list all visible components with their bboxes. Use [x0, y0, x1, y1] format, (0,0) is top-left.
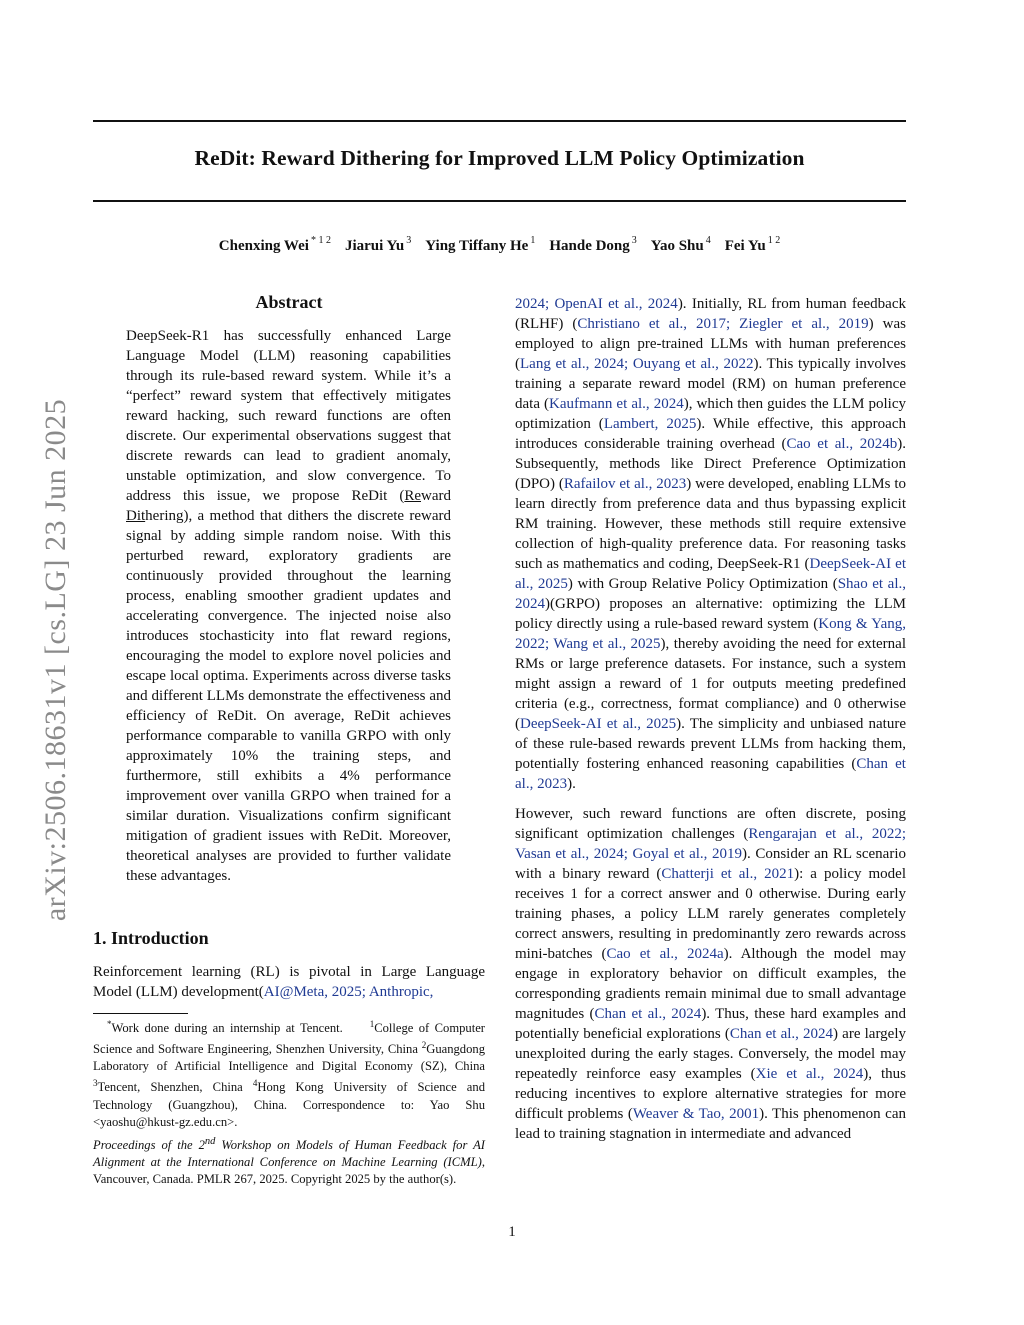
footnote-mark: 1	[369, 1019, 375, 1029]
body-text: ) are largely unexploited during the early stages. Conversely, the model may repeatedly reinforce easy examples (	[515, 1026, 906, 1082]
citation-link[interactable]: Kong & Yang, 2022; Wang et al., 2025	[515, 616, 906, 652]
body-text: ), which then guides the LLM policy optimization (	[515, 396, 906, 432]
paper-title: ReDit: Reward Dithering for Improved LLM Policy Optimization	[194, 146, 805, 170]
body-text: ).	[567, 776, 576, 792]
author-affiliation: 1	[530, 235, 536, 246]
author	[651, 236, 711, 255]
affiliation-footnote	[93, 1016, 485, 1131]
body-text: ). This phenomenon can lead to training stagnation in intermediate and advanced	[515, 1106, 906, 1142]
body-text: However, such reward functions are often discrete, posing significant optimization challenges (	[515, 806, 906, 842]
citation-link[interactable]: Cao et al., 2024b	[786, 436, 898, 452]
citation-link[interactable]: AI@Meta, 2025; Anthropic,	[263, 984, 434, 1000]
body-text: ): a policy model receives 1 for a correct answer and 0 otherwise. During early training phases, a policy LLM rarely generates completely correct answers, resulting in predominantly zero rewards across mini-batches (	[515, 866, 906, 962]
introduction-body	[93, 962, 485, 1002]
intro-text: Reinforcement learning (RL) is pivotal in Large Language Model (LLM) development(	[93, 964, 485, 1000]
citation-link[interactable]: Cao et al., 2024a	[606, 946, 724, 962]
abstract-text: ward	[421, 488, 451, 504]
arxiv-side-stamp: arXiv:2506.18631v1 [cs.LG] 23 Jun 2025	[39, 398, 72, 922]
abstract-underline-re: Re	[404, 488, 421, 504]
citation-link[interactable]: Kaufmann et al., 2024	[549, 396, 684, 412]
author-affiliation: 3	[631, 235, 637, 246]
body-text: ), thereby avoiding the need for external RMs or large preference datasets. For instance, such a system might assign a reward of 1 for outputs meeting predefined criteria (e.g., correctness, format compliance) and 0 otherwise (	[515, 636, 906, 732]
body-text: ). While effective, this approach introduces considerable training overhead (	[515, 416, 906, 452]
title-bottom-rule	[93, 200, 906, 202]
citation-link[interactable]: DeepSeek-AI et al., 2025	[520, 716, 677, 732]
title-top-rule	[93, 120, 906, 122]
author	[425, 236, 535, 255]
footnote-mark: 4	[252, 1078, 258, 1089]
author	[549, 236, 636, 255]
citation-link[interactable]: 2024; OpenAI et al., 2024	[515, 296, 678, 312]
citation-link[interactable]: Lambert, 2025	[603, 416, 697, 432]
citation-link[interactable]: Lang et al., 2024; Ouyang et al., 2022	[520, 356, 754, 372]
proceedings-italic: Workshop on Models of Human Feedback for AI Alignment at the International Conference on Machine Learning (ICML)	[93, 1138, 485, 1170]
body-text: ) were developed, enabling LLMs to learn directly from preference data and thus bypassing explicit RM training. However, these methods still require extensive collection of high-quality preference data. For reasoning tasks such as mathematics and coding, DeepSeek-R1 (	[515, 476, 906, 572]
citation-link[interactable]: Rengarajan et al., 2022; Vasan et al., 2024; Goyal et al., 2019	[515, 826, 906, 862]
footnote-text: Tencent, Shenzhen, China	[97, 1080, 253, 1095]
body-text: ). Initially, RL from human feedback (RLHF) (	[515, 296, 907, 332]
body-text: ). Thus, these hard examples and potentially beneficial explorations (	[515, 1006, 906, 1042]
footnote-text: Guangdong Laboratory of Artificial Intelligence and Digital Economy (SZ), China	[93, 1042, 485, 1074]
citation-link[interactable]: Chan et al., 2023	[515, 756, 906, 792]
footnote-mark: 3	[93, 1078, 98, 1089]
author-name: Jiarui Yu	[344, 238, 405, 254]
citation-link[interactable]: Chan et al., 2024	[594, 1006, 702, 1022]
body-text: ) with Group Relative Policy Optimization (	[567, 576, 838, 592]
citation-link[interactable]: Christiano et al., 2017; Ziegler et al., 2019	[577, 316, 869, 332]
citation-link[interactable]: DeepSeek-AI et al., 2025	[515, 556, 906, 592]
body-text: ) was employed to align pre-trained LLMs with human preferences (	[515, 316, 907, 372]
paragraph	[515, 804, 906, 1144]
abstract-text: hering), a method that dithers the discrete reward signal by adding simple random noise. With this perturbed reward, exploratory gradients are continuously provided throughout the learning process, enabling smoother gradient updates and accelerating convergence. The injected noise also introduces stochasticity into flat reward regions, encouraging the model to explore novel policies and escape local optima. Experiments across diverse tasks and different LLMs demonstrate the effectiveness and efficiency of ReDit. On average, ReDit achieves performance comparable to vanilla GRPO with only approximately 10% the training steps, and furthermore, still exhibits a 4% performance improvement over vanilla GRPO when trained for a similar duration. Visualizations confirm significant mitigation of gradient issues with ReDit. Moreover, theoretical analyses are provided to further validate these advantages.	[126, 508, 451, 884]
body-text: ). Consider an RL scenario with a binary reward (	[515, 846, 906, 882]
author-affiliation: 3	[406, 235, 412, 246]
proceedings-text: , Vancouver, Canada. PMLR 267, 2025. Copyright 2025 by the author(s).	[93, 1155, 485, 1187]
body-text: ). The simplicity and unbiased nature of these rule-based rewards prevent LLMs from hacking them, potentially fostering enhanced reasoning capabilities (	[515, 716, 906, 772]
author-affiliation: 1 2	[767, 235, 781, 246]
author-list	[93, 236, 906, 255]
proceedings-sup: nd	[204, 1136, 216, 1147]
abstract-underline-dit: Dit	[126, 508, 146, 524]
author-affiliation: * 1 2	[310, 235, 331, 246]
author	[345, 236, 411, 255]
citation-link[interactable]: Shao et al., 2024	[515, 576, 906, 612]
body-text: ), thus reducing incentives to explore alternative strategies for more difficult problems (	[515, 1066, 906, 1122]
body-text: ). Although the model may engage in exploratory behavior on difficult examples, the corresponding gradients remain minimal due to small advantage magnitudes (	[515, 946, 906, 1022]
citation-link[interactable]: Xie et al., 2024	[755, 1066, 864, 1082]
citation-link[interactable]: Weaver & Tao, 2001	[632, 1106, 760, 1122]
right-column	[515, 294, 906, 1144]
author-affiliation: 4	[705, 235, 711, 246]
footnote-text: College of Computer Science and Software Engineering, Shenzhen University, China	[93, 1021, 486, 1057]
introduction-heading: 1. Introduction	[93, 928, 209, 948]
footnote-text: Hong Kong University of Science and Technology (Guangzhou), China. Correspondence to: Yao Shu <yaoshu@hkust-gz.edu.cn>.	[93, 1080, 485, 1129]
proceedings-italic: Proceedings of the 2	[93, 1138, 205, 1153]
author-name: Yao Shu	[650, 238, 704, 254]
footnote-rule	[93, 1013, 188, 1014]
paragraph	[515, 294, 906, 794]
citation-link[interactable]: Rafailov et al., 2023	[563, 476, 687, 492]
page-number: 1	[508, 1224, 516, 1240]
proceedings-note	[93, 1133, 485, 1188]
author	[219, 236, 331, 255]
footnote-mark: *	[107, 1019, 112, 1029]
citation-link[interactable]: Chan et al., 2024	[729, 1026, 834, 1042]
author	[725, 236, 780, 255]
abstract-heading: Abstract	[255, 292, 323, 312]
author-name: Chenxing Wei	[218, 238, 309, 254]
author-name: Ying Tiffany He	[425, 238, 529, 254]
citation-link[interactable]: Chatterji et al., 2021	[661, 866, 795, 882]
body-text: ). Subsequently, methods like Direct Preference Optimization (DPO) (	[515, 436, 906, 492]
footnote-mark: 2	[421, 1040, 427, 1051]
abstract-body	[126, 326, 451, 886]
body-text: ). This typically involves training a separate reward model (RM) on human preference data (	[515, 356, 906, 412]
abstract-text: DeepSeek-R1 has successfully enhanced Large Language Model (LLM) reasoning capabilities through its rule-based reward system. While it’s a “perfect” reward system that effectively mitigates reward hacking, such reward functions are often discrete. Our experimental observations suggest that discrete rewards can lead to gradient anomaly, unstable optimization, and slow convergence. To address this issue, we propose ReDit (	[126, 328, 451, 504]
author-name: Hande Dong	[549, 238, 630, 254]
footnote-text: Work done during an internship at Tencent.	[111, 1021, 343, 1036]
body-text: )(GRPO) proposes an alternative: optimizing the LLM policy directly using a rule-based reward system (	[515, 596, 906, 632]
author-name: Fei Yu	[724, 238, 766, 254]
